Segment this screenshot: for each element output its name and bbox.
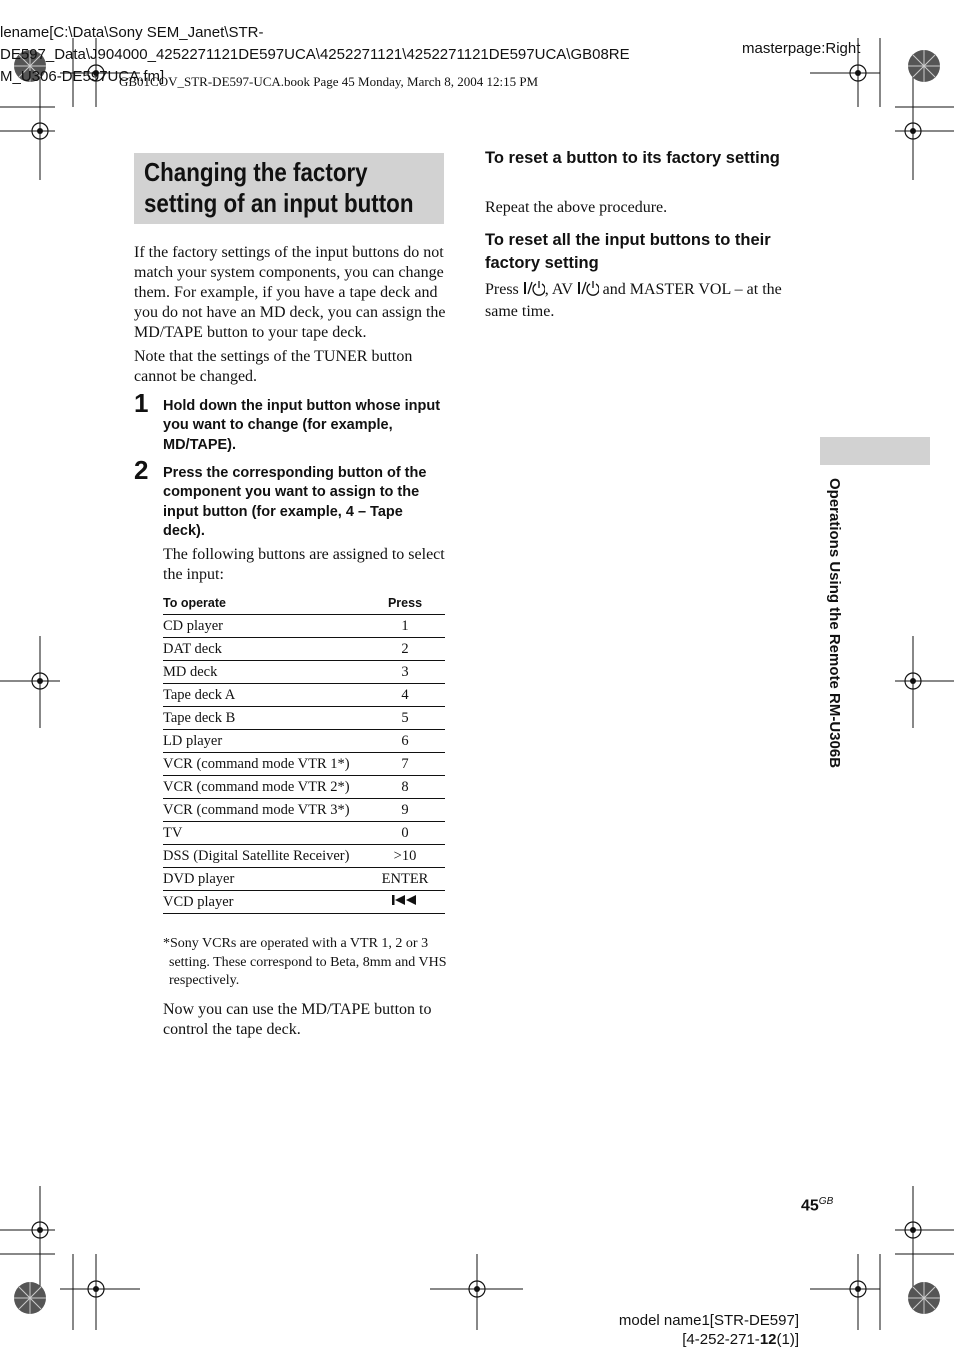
skip-back-icon <box>391 894 419 911</box>
file-path-line: M_U306-DE597UCA.fm] <box>0 68 165 85</box>
press-cell: 1 <box>365 615 445 638</box>
file-path-line: lename[C:\Data\Sony SEM_Janet\STR- <box>0 24 264 41</box>
page-number-suffix: GB <box>818 1196 834 1207</box>
reset-all-text <box>485 280 815 322</box>
operate-cell: CD player <box>163 615 365 638</box>
press-cell: >10 <box>365 845 445 868</box>
table-row <box>163 730 445 753</box>
table-header-row <box>163 592 445 615</box>
table-row <box>163 845 445 868</box>
table-row <box>163 891 445 914</box>
operate-cell: DSS (Digital Satellite Receiver) <box>163 845 365 868</box>
press-cell: ENTER <box>365 868 445 891</box>
assign-intro: The following buttons are assigned to select the input: <box>163 546 445 583</box>
model-code-post: (1)] <box>776 1331 799 1348</box>
section-title-box <box>134 153 444 224</box>
reset-one-text: Repeat the above procedure. <box>485 199 668 216</box>
input-assignment-table <box>163 592 445 914</box>
operate-cell: Tape deck A <box>163 684 365 707</box>
page-number <box>801 1196 833 1215</box>
operate-cell: VCR (command mode VTR 1*) <box>163 753 365 776</box>
press-cell <box>365 891 445 914</box>
table-row <box>163 868 445 891</box>
table-row <box>163 661 445 684</box>
power-standby-icon <box>577 280 599 302</box>
table-row <box>163 753 445 776</box>
step-text: Hold down the input button whose input you want to change (for example, MD/TAPE). <box>163 398 441 453</box>
reset-all-mid: , AV <box>544 281 573 298</box>
table-row <box>163 822 445 845</box>
press-cell: 3 <box>365 661 445 684</box>
model-code-pre: [4-252-271- <box>682 1331 760 1348</box>
press-cell: 4 <box>365 684 445 707</box>
table-row <box>163 776 445 799</box>
power-standby-icon <box>523 280 545 302</box>
table-row <box>163 615 445 638</box>
reset-all-press: Press <box>485 281 519 298</box>
file-path-line: DE597_Data\J904000_4252271121DE597UCA\4252271121\4252271121DE597UCA\GB08RE <box>0 46 630 63</box>
table-row <box>163 799 445 822</box>
press-cell: 7 <box>365 753 445 776</box>
table-row <box>163 684 445 707</box>
operate-cell: VCD player <box>163 891 365 914</box>
closing-paragraph: Now you can use the MD/TAPE button to control the tape deck. <box>163 1001 432 1038</box>
footnote-text: *Sony VCRs are operated with a VTR 1, 2 or 3 setting. These correspond to Beta, 8mm and VHS respectively. <box>163 936 447 988</box>
operate-cell: TV <box>163 822 365 845</box>
table-row <box>163 707 445 730</box>
operate-cell: MD deck <box>163 661 365 684</box>
step-text: Press the corresponding button of the component you want to assign to the input button (for example, 4 – Tape deck). <box>163 465 427 539</box>
side-tab-marker <box>820 437 930 465</box>
operate-cell: DVD player <box>163 868 365 891</box>
note-paragraph: Note that the settings of the TUNER button cannot be changed. <box>134 348 413 385</box>
table-row <box>163 638 445 661</box>
operate-cell: LD player <box>163 730 365 753</box>
model-line: model name1[STR-DE597] <box>618 1312 799 1329</box>
model-code-bold: 12 <box>759 1331 777 1348</box>
page-number-value: 45 <box>801 1197 819 1215</box>
book-info-header: GB01COV_STR-DE597-UCA.book Page 45 Monday, March 8, 2004 12:15 PM <box>119 74 539 89</box>
section-title <box>144 157 414 219</box>
press-cell: 6 <box>365 730 445 753</box>
reset-all-line2: same time. <box>485 303 555 320</box>
press-cell: 9 <box>365 799 445 822</box>
side-tab-text: Operations Using the Remote RM-U306B <box>826 478 843 769</box>
press-cell: 2 <box>365 638 445 661</box>
operate-cell: VCR (command mode VTR 3*) <box>163 799 365 822</box>
model-footer <box>560 1311 799 1349</box>
model-line <box>560 1330 799 1349</box>
masterpage-label: masterpage:Right <box>742 40 861 57</box>
column-header: Press <box>365 592 445 615</box>
operate-cell: DAT deck <box>163 638 365 661</box>
section-title-line: setting of an input button <box>144 188 414 218</box>
intro-paragraph: If the factory settings of the input buttons do not match your system components, you can change them. For example, if you have a tape deck and you do not have an MD deck, you can assign the MD/TAPE button to your tape deck. <box>134 244 446 341</box>
operate-cell: Tape deck B <box>163 707 365 730</box>
press-cell: 5 <box>365 707 445 730</box>
column-header: To operate <box>163 592 365 615</box>
side-tab-label <box>826 478 852 818</box>
step-number: 1 <box>134 388 149 418</box>
reset-all-rest: and MASTER VOL – at the <box>602 281 782 298</box>
operate-cell: VCR (command mode VTR 2*) <box>163 776 365 799</box>
step-number: 2 <box>134 455 149 485</box>
footnote <box>163 935 453 991</box>
reset-all-heading: To reset all the input buttons to their factory setting <box>485 231 771 272</box>
reset-one-heading: To reset a button to its factory setting <box>485 149 780 167</box>
section-title-line: Changing the factory <box>144 157 368 187</box>
press-cell: 8 <box>365 776 445 799</box>
press-cell: 0 <box>365 822 445 845</box>
